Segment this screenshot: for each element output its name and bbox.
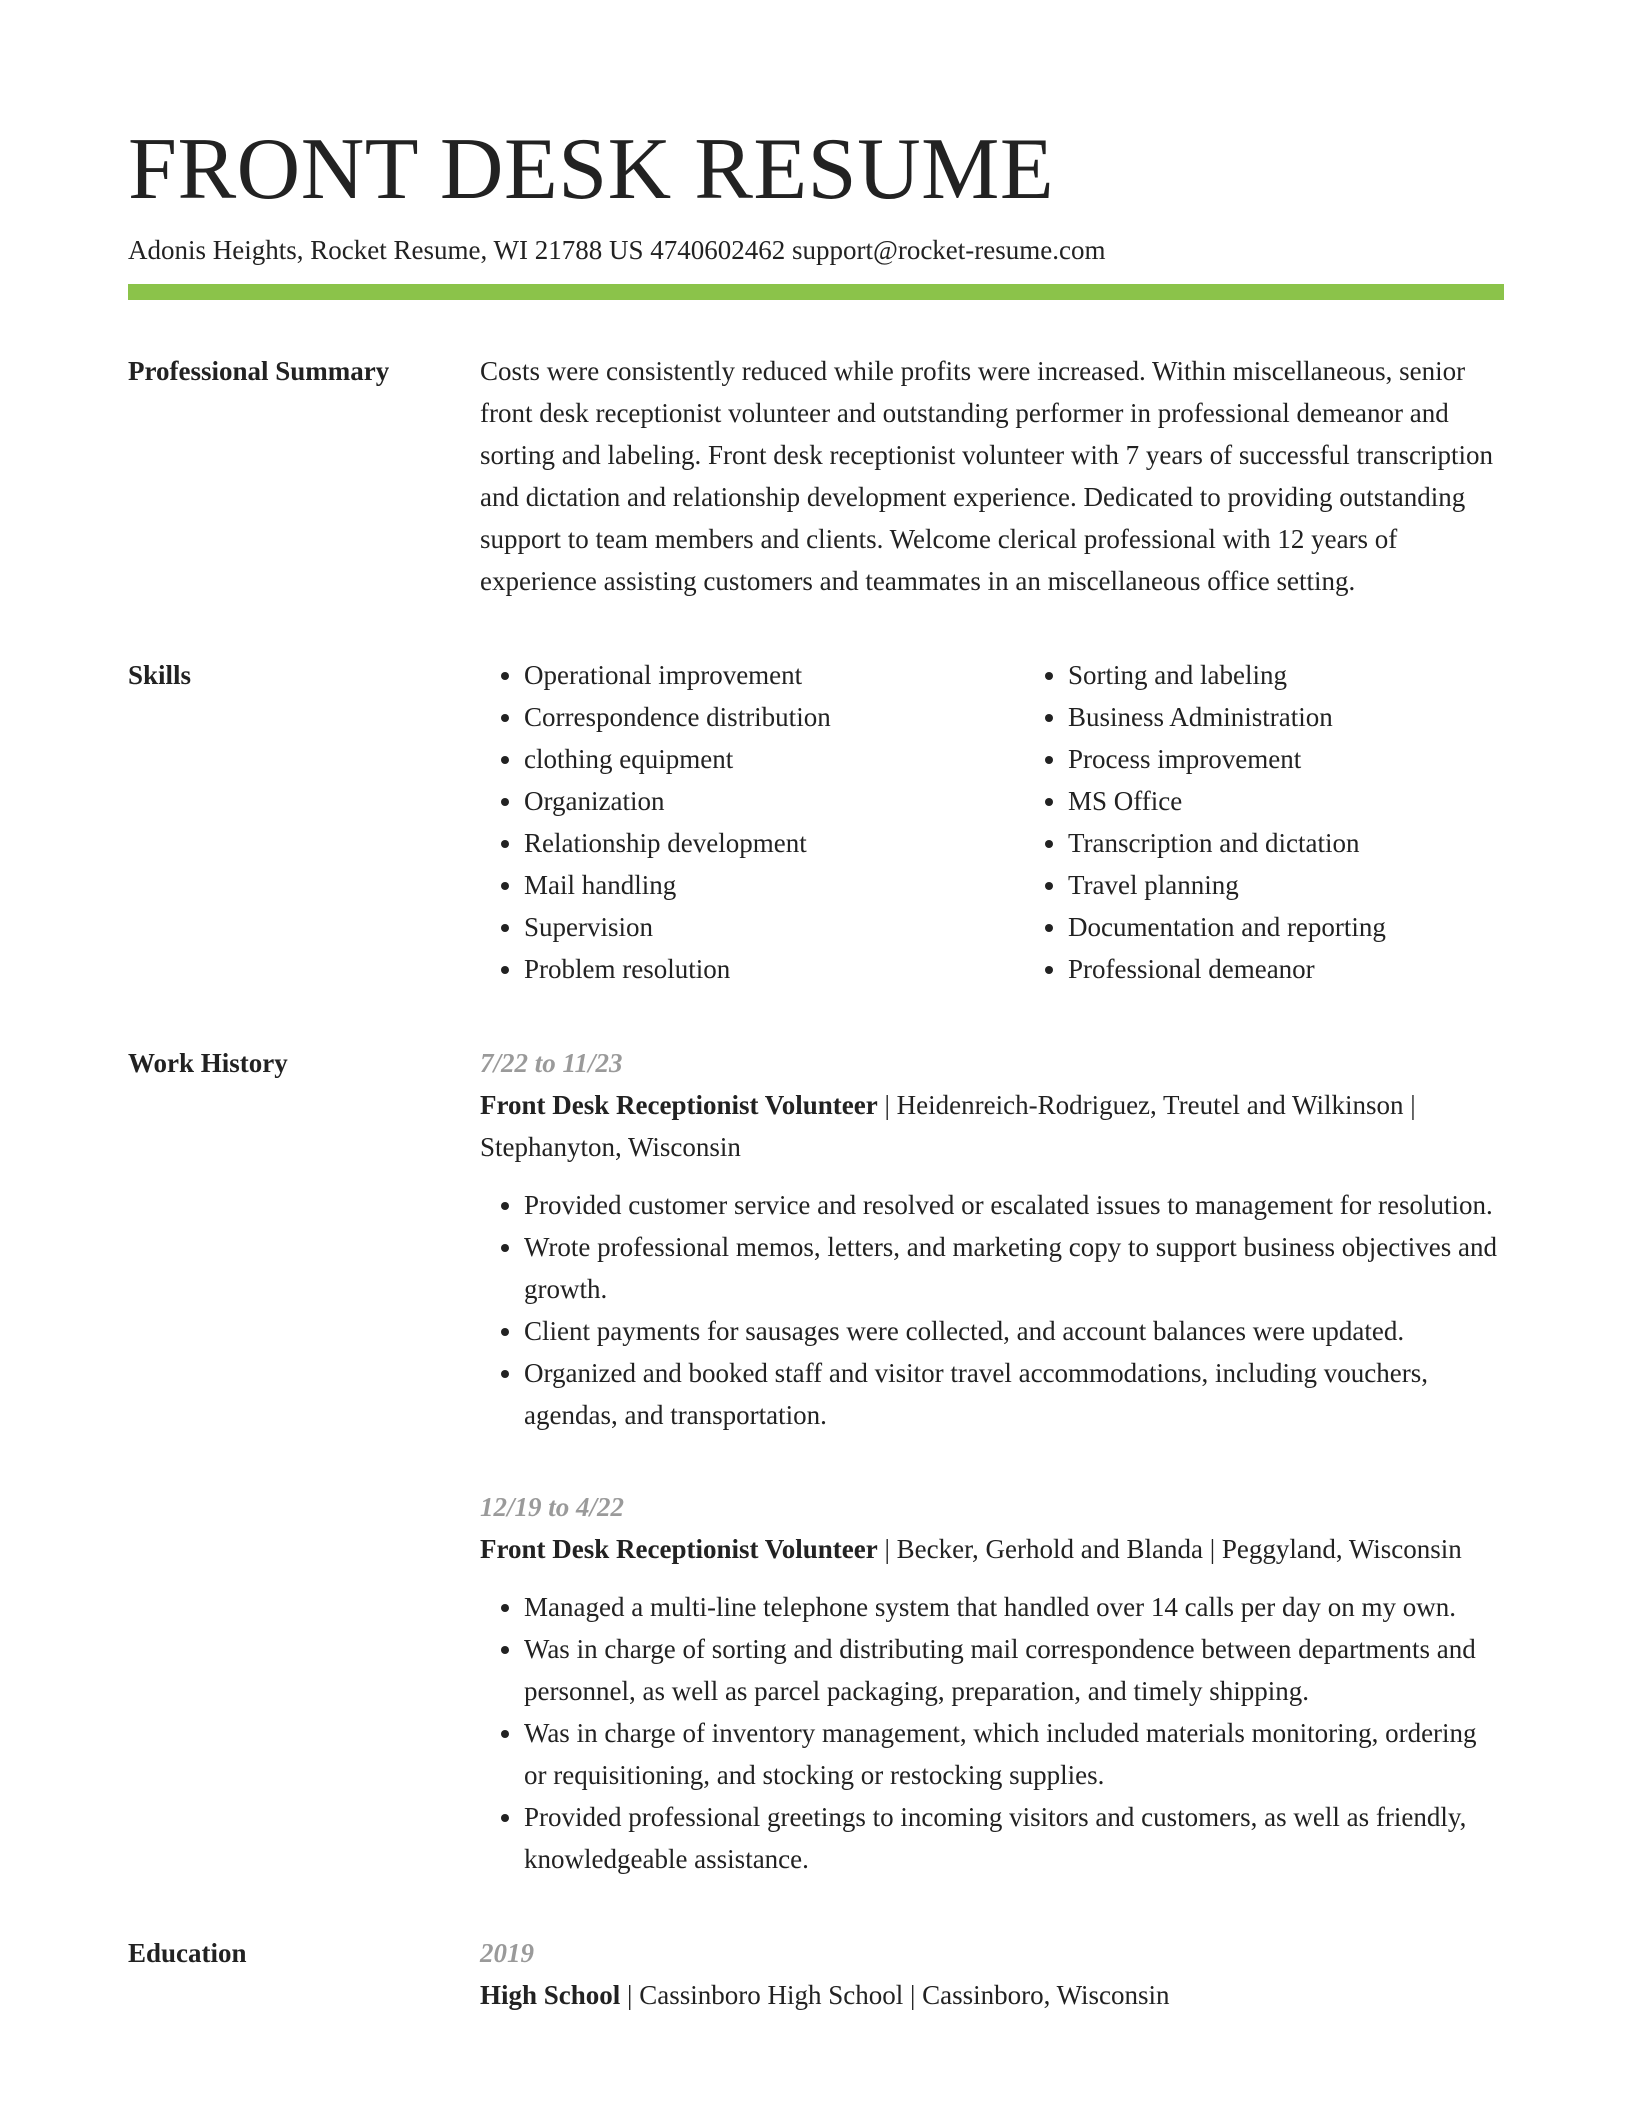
skill-item: • Professional demeanor bbox=[1068, 948, 1528, 990]
skill-item: • Documentation and reporting bbox=[1068, 906, 1528, 948]
job-entry bbox=[480, 1486, 1504, 1880]
skill-item: • Operational improvement bbox=[524, 654, 984, 696]
summary-section bbox=[128, 350, 1504, 602]
education-school: | Cassinboro High School | Cassinboro, Wisconsin bbox=[620, 1980, 1170, 2010]
skill-item: • Sorting and labeling bbox=[1068, 654, 1528, 696]
summary-text: Costs were consistently reduced while profits were increased. Within miscellaneous, senior front desk receptionist volunteer and outstanding performer in professional demeanor and sorting and labeling. Front desk receptionist volunteer with 7 years of successful transcription and dictation and relationship development experience. Dedicated to providing outstanding support to team members and clients. Welcome clerical professional with 12 years of experience assisting customers and teammates in an miscellaneous office setting. bbox=[480, 356, 1494, 596]
skill-item: • Problem resolution bbox=[524, 948, 984, 990]
job-bullet: • Managed a multi-line telephone system that handled over 14 calls per day on my own. bbox=[524, 1586, 1504, 1628]
job-title: Front Desk Receptionist Volunteer bbox=[480, 1534, 878, 1564]
job-date: 12/19 to 4/22 bbox=[480, 1492, 625, 1522]
job-employer: | Becker, Gerhold and Blanda | Peggyland, Wisconsin bbox=[877, 1534, 1462, 1564]
skills-label: Skills bbox=[128, 660, 192, 690]
job-position bbox=[480, 1528, 1504, 1570]
education-entry bbox=[480, 1974, 1504, 2016]
skill-item: • Organization bbox=[524, 780, 984, 822]
skills-body bbox=[480, 654, 1528, 990]
education-degree: High School bbox=[480, 1980, 621, 2010]
summary-body bbox=[480, 350, 1504, 602]
resume-title: FRONT DESK RESUME bbox=[128, 121, 1055, 218]
skills-section bbox=[128, 654, 1504, 990]
work-history-body bbox=[480, 1042, 1504, 1880]
skill-item: • Mail handling bbox=[524, 864, 984, 906]
job-date: 7/22 to 11/23 bbox=[480, 1048, 623, 1078]
job-bullet: • Client payments for sausages were collected, and account balances were updated. bbox=[524, 1310, 1504, 1352]
job-bullet: • Was in charge of sorting and distributing mail correspondence between departments and personnel, as well as parcel packaging, preparation, and timely shipping. bbox=[524, 1628, 1504, 1712]
skills-list-left bbox=[480, 654, 984, 990]
education-section bbox=[128, 1932, 1504, 2016]
skill-item: • Travel planning bbox=[1068, 864, 1528, 906]
job-bullets bbox=[480, 1184, 1504, 1436]
skill-item: • Business Administration bbox=[1068, 696, 1528, 738]
education-label: Education bbox=[128, 1938, 247, 1968]
skill-item: • clothing equipment bbox=[524, 738, 984, 780]
education-date: 2019 bbox=[480, 1938, 534, 1968]
skills-list-right bbox=[1024, 654, 1528, 990]
job-bullet: • Provided professional greetings to incoming visitors and customers, as well as friendly, knowledgeable assistance. bbox=[524, 1796, 1504, 1880]
accent-divider bbox=[128, 284, 1504, 300]
job-bullets bbox=[480, 1586, 1504, 1880]
contact-line: Adonis Heights, Rocket Resume, WI 21788 US 4740602462 support@rocket-resume.com bbox=[128, 235, 1106, 265]
job-bullet: • Wrote professional memos, letters, and marketing copy to support business objectives and growth. bbox=[524, 1226, 1504, 1310]
skill-item: • MS Office bbox=[1068, 780, 1528, 822]
skill-item: • Correspondence distribution bbox=[524, 696, 984, 738]
skill-item: • Transcription and dictation bbox=[1068, 822, 1528, 864]
skill-item: • Supervision bbox=[524, 906, 984, 948]
work-history-section bbox=[128, 1042, 1504, 1880]
job-entry bbox=[480, 1042, 1504, 1436]
job-bullet: • Organized and booked staff and visitor travel accommodations, including vouchers, agendas, and transportation. bbox=[524, 1352, 1504, 1436]
summary-label: Professional Summary bbox=[128, 356, 390, 386]
work-history-label: Work History bbox=[128, 1048, 288, 1078]
job-employer: | Heidenreich-Rodriguez, Treutel and Wilkinson | Stephanyton, Wisconsin bbox=[480, 1090, 1416, 1162]
job-position bbox=[480, 1084, 1504, 1168]
job-bullet: • Was in charge of inventory management, which included materials monitoring, ordering or requisitioning, and stocking or restocking supplies. bbox=[524, 1712, 1504, 1796]
skill-item: • Relationship development bbox=[524, 822, 984, 864]
education-body bbox=[480, 1932, 1504, 2016]
job-bullet: • Provided customer service and resolved or escalated issues to management for resolution. bbox=[524, 1184, 1504, 1226]
skill-item: • Process improvement bbox=[1068, 738, 1528, 780]
job-title: Front Desk Receptionist Volunteer bbox=[480, 1090, 878, 1120]
